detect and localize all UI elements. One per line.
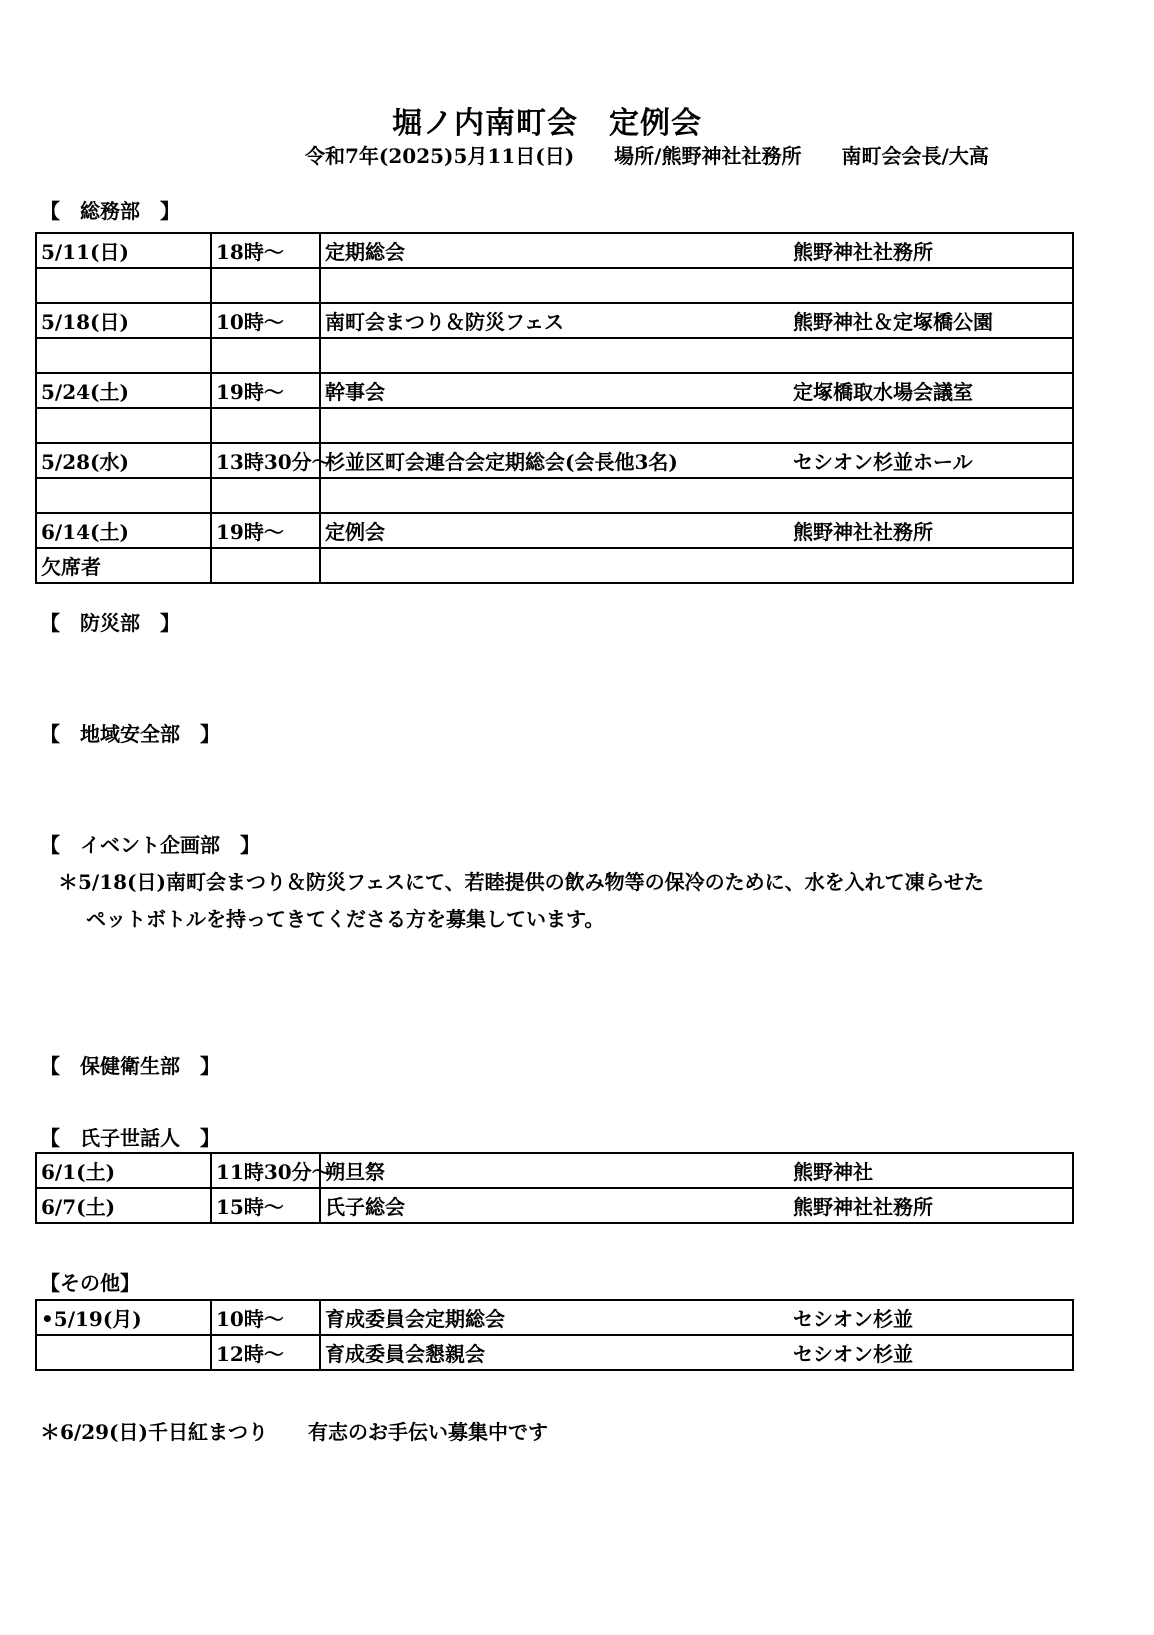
date-cell: 5/24(土) [36,373,211,408]
time-cell: 19時～ [211,373,320,408]
section-heading-event: 【 イベント企画部 】 [40,833,260,857]
event-cell: 幹事会 [320,373,789,408]
event-cell: 定例会 [320,513,789,548]
event-cell [320,478,789,513]
table-row [36,303,1073,338]
event-cell [320,338,789,373]
place-cell: 熊野神社社務所 [789,233,1073,268]
place-cell: 熊野神社社務所 [789,1188,1073,1223]
event-cell [320,268,789,303]
section-heading-bousai: 【 防災部 】 [40,611,180,635]
event-cell: 朔旦祭 [320,1153,789,1188]
date-cell: 5/28(水) [36,443,211,478]
event-cell: 氏子総会 [320,1188,789,1223]
date-cell [36,408,211,443]
time-cell: 11時30分～ [211,1153,320,1188]
table-row [36,1300,1073,1335]
time-cell: 10時～ [211,1300,320,1335]
event-note-line-1: ＊5/18(日)南町会まつり＆防災フェスにて、若睦提供の飲み物等の保冷のために、水を入れて凍らせた [58,870,984,894]
date-cell: 6/7(土) [36,1188,211,1223]
time-cell: 12時～ [211,1335,320,1370]
section-heading-soumu: 【 総務部 】 [40,199,180,223]
place-cell [789,338,1073,373]
time-cell: 15時～ [211,1188,320,1223]
section-heading-hoken: 【 保健衛生部 】 [40,1054,220,1078]
time-cell [211,338,320,373]
event-cell: 育成委員会懇親会 [320,1335,789,1370]
date-cell: 5/18(日) [36,303,211,338]
event-cell: 育成委員会定期総会 [320,1300,789,1335]
document-title: 堀ノ内南町会 定例会 [392,106,702,141]
time-cell [211,548,320,583]
time-cell: 10時～ [211,303,320,338]
table-row [36,338,1073,373]
table-row [36,1188,1073,1223]
table-row [36,443,1073,478]
table-row [36,233,1073,268]
date-cell [36,338,211,373]
place-cell: 定塚橋取水場会議室 [789,373,1073,408]
time-cell [211,478,320,513]
section-heading-chiiki: 【 地域安全部 】 [40,722,220,746]
time-cell: 19時～ [211,513,320,548]
place-cell [789,268,1073,303]
table-row [36,408,1073,443]
event-cell: 定期総会 [320,233,789,268]
event-note-line-2: ペットボトルを持ってきてくださる方を募集しています。 [86,907,605,931]
date-cell: 6/14(土) [36,513,211,548]
date-cell: 6/1(土) [36,1153,211,1188]
table-row [36,268,1073,303]
date-cell [36,1335,211,1370]
date-cell: 欠席者 [36,548,211,583]
event-cell [320,408,789,443]
date-cell: •5/19(月) [36,1300,211,1335]
place-cell: 熊野神社社務所 [789,513,1073,548]
place-cell [789,478,1073,513]
section-heading-ujiko: 【 氏子世話人 】 [40,1126,220,1150]
table-row [36,1335,1073,1370]
date-cell: 5/11(日) [36,233,211,268]
event-cell: 杉並区町会連合会定期総会(会長他3名) [320,443,789,478]
table-row [36,513,1073,548]
place-cell [789,548,1073,583]
meeting-info: 令和7年(2025)5月11日(日) 場所/熊野神社社務所 南町会会長/大高 [305,144,989,168]
footer-note: ＊6/29(日)千日紅まつり 有志のお手伝い募集中です [40,1420,548,1444]
date-cell [36,478,211,513]
time-cell [211,408,320,443]
table-row [36,373,1073,408]
time-cell: 13時30分～ [211,443,320,478]
table-row [36,478,1073,513]
time-cell: 18時～ [211,233,320,268]
other-schedule-table [35,1299,1074,1371]
event-cell [320,548,789,583]
table-row [36,548,1073,583]
place-cell: 熊野神社＆定塚橋公園 [789,303,1073,338]
date-cell [36,268,211,303]
place-cell: 熊野神社 [789,1153,1073,1188]
time-cell [211,268,320,303]
soumu-schedule-table [35,232,1074,584]
table-row [36,1153,1073,1188]
place-cell: セシオン杉並ホール [789,443,1073,478]
place-cell: セシオン杉並 [789,1300,1073,1335]
place-cell: セシオン杉並 [789,1335,1073,1370]
section-heading-other: 【その他】 [40,1271,140,1295]
place-cell [789,408,1073,443]
ujiko-schedule-table [35,1152,1074,1224]
event-cell: 南町会まつり＆防災フェス [320,303,789,338]
